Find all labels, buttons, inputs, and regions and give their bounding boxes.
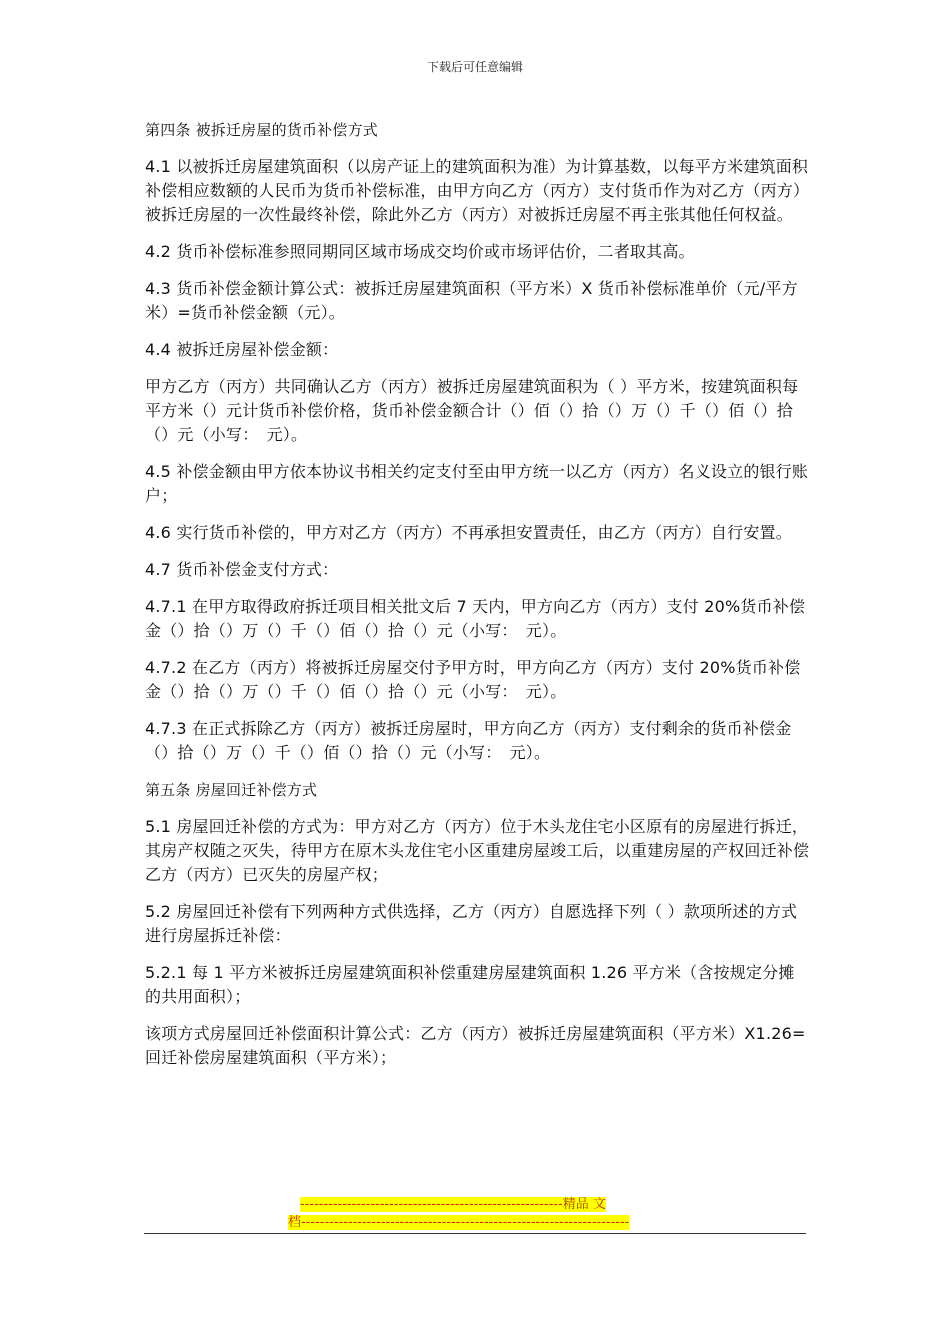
clause-4-1: 4.1 以被拆迁房屋建筑面积（以房产证上的建筑面积为准）为计算基数，以每平方米建筑面积补偿相应数额的人民币为货币补偿标准，由甲方向乙方（丙方）支付货币作为对乙方（丙方）被拆迁房屋的一次性最终补偿，除此外乙方（丙方）对被拆迁房屋不再主张其他任何权益。: [145, 157, 810, 224]
article-5-heading: 第五条 房屋回迁补偿方式: [145, 781, 318, 799]
document-body: [145, 118, 810, 1083]
clause-4-4: 4.4 被拆迁房屋补偿金额：: [145, 340, 339, 359]
clause-4-7-3: 4.7.3 在正式拆除乙方（丙方）被拆迁房屋时，甲方向乙方（丙方）支付剩余的货币补偿金（）拾（）万（）千（）佰（）拾（）元（小写： 元）。: [145, 719, 792, 762]
footer-line-1: --------------------------------------------------------精品 文: [300, 1197, 606, 1212]
clause-4-7-2: 4.7.2 在乙方（丙方）将被拆迁房屋交付予甲方时，甲方向乙方（丙方）支付 20%货币补偿金（）拾（）万（）千（）佰（）拾（）元（小写： 元）。: [145, 658, 801, 701]
clause-5-2: 5.2 房屋回迁补偿有下列两种方式供选择，乙方（丙方）自愿选择下列（ ）款项所述的方式进行房屋拆迁补偿：: [145, 902, 798, 945]
clause-4-3: 4.3 货币补偿金额计算公式：被拆迁房屋建筑面积（平方米）X 货币补偿标准单价（元/平方米）=货币补偿金额（元）。: [145, 279, 798, 322]
clause-5-2-1-formula: 该项方式房屋回迁补偿面积计算公式：乙方（丙方）被拆迁房屋建筑面积（平方米）X1.26=回迁补偿房屋建筑面积（平方米）；: [145, 1024, 806, 1067]
page-header: 下载后可任意编辑: [426, 60, 523, 74]
footer-divider: [144, 1233, 806, 1234]
clause-4-4-detail: 甲方乙方（丙方）共同确认乙方（丙方）被拆迁房屋建筑面积为（ ）平方米，按建筑面积每平方米（）元计货币补偿价格，货币补偿金额合计（）佰（）拾（）万（）千（）佰（）拾（）元（小写： 元）。: [145, 377, 799, 444]
clause-4-6: 4.6 实行货币补偿的，甲方对乙方（丙方）不再承担安置责任，由乙方（丙方）自行安置。: [145, 523, 792, 542]
footer-line-2: 档----------------------------------------------------------------------: [288, 1215, 630, 1230]
clause-5-2-1: 5.2.1 每 1 平方米被拆迁房屋建筑面积补偿重建房屋建筑面积 1.26 平方米（含按规定分摊的共用面积）；: [145, 963, 795, 1006]
article-4-heading: 第四条 被拆迁房屋的货币补偿方式: [145, 121, 378, 139]
clause-4-7-1: 4.7.1 在甲方取得政府拆迁项目相关批文后 7 天内，甲方向乙方（丙方）支付 20%货币补偿金（）拾（）万（）千（）佰（）拾（）元（小写： 元）。: [145, 597, 806, 640]
clause-4-2: 4.2 货币补偿标准参照同期同区域市场成交均价或市场评估价，二者取其高。: [145, 242, 695, 261]
clause-5-1: 5.1 房屋回迁补偿的方式为：甲方对乙方（丙方）位于木头龙住宅小区原有的房屋进行拆迁，其房产权随之灭失，待甲方在原木头龙住宅小区重建房屋竣工后，以重建房屋的产权回迁补偿乙方（丙方）已灭失的房屋产权；: [145, 817, 810, 884]
clause-4-7: 4.7 货币补偿金支付方式：: [145, 560, 339, 579]
footer-watermark: [288, 1196, 668, 1232]
clause-4-5: 4.5 补偿金额由甲方依本协议书相关约定支付至由甲方统一以乙方（丙方）名义设立的银行账户；: [145, 462, 809, 505]
